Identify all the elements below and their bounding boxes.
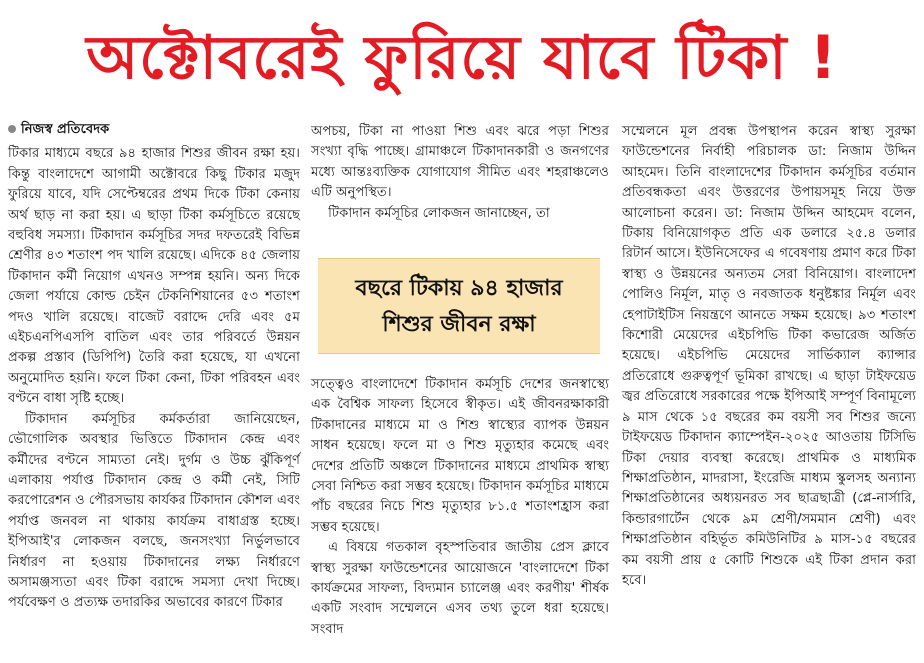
article-column-2-bottom [311,375,609,640]
pull-quote-line: বছরে টিকায় ৯৪ হাজার [355,276,563,301]
article-column-1 [8,120,300,614]
paragraph: সত্ত্বেও বাংলাদেশে টিকাদান কর্মসূচি দেশের জনস্বাস্থ্যে এক বৈশ্বিক সাফল্য হিসেবে স্বীকৃত। এই জীবনরক্ষাকারী টিকাদানের মাধ্যমে মা ও শিশু স্বাস্থ্যের ব্যাপক উন্নয়ন সাধন হয়েছে। ফলে মা ও শিশু মৃত্যুহার কমেছে এবং দেশের প্রতিটি অঞ্চলে টিকাদানের মাধ্যমে প্রাথমিক স্বাস্থ্য সেবা নিশ্চিত করা সম্ভব হয়েছে। টিকাদান কর্মসূচির মাধ্যমে পাঁচ বছরের নিচে শিশু মৃত্যুহার ৮১.৫ শতাংশহ্রাস করা সম্ভব হয়েছে। [311,377,609,535]
paragraph: অপচয়, টিকা না পাওয়া শিশু এবং ঝরে পড়া শিশুর সংখ্যা বৃদ্ধি পাচ্ছে। গ্রামাঞ্চলে টিকাদানকারী ও জনগণের মধ্যে আন্তঃব্যক্তিক যোগাযোগ সীমিত এবং শহরাঞ্চলেও এটি অনুপস্থিত। [311,124,609,201]
pull-quote-line: শিশুর জীবন রক্ষা [382,312,536,337]
pull-quote-box [318,258,600,354]
article-column-3 [622,122,916,591]
paragraph: টিকাদান কর্মসূচির কর্মকর্তারা জানিয়েছেন, ভৌগোলিক অবস্থার ভিত্তিতে টিকাদান কেন্দ্র এবং কর্মীদের বণ্টনে সাম্যতা নেই। দুর্গম ও উচ্চ ঝুঁকিপূর্ণ এলাকায় পর্যাপ্ত টিকাদান কেন্দ্র ও কর্মী নেই, সিটি করপোরেশন ও পৌরসভায় কার্যকর টিকাদান কৌশল এবং পর্যাপ্ত জনবল না থাকায় কার্যক্রম বাধাগ্রস্ত হচ্ছে। ইপিআই'র লোকজন বলছে, জনসংখ্যা নির্ভুলভাবে নির্ধারণ না হওয়ায় টিকাদানের লক্ষ্য নির্ধারণে অসামঞ্জস্যতা এবং টিকা বরাদ্দে সমস্যা দেখা দিচ্ছে। পর্যবেক্ষণ ও প্রত্যক্ষ তদারকির অভাবের কারণে টিকার [8,411,300,611]
paragraph: সম্মেলনে মূল প্রবন্ধ উপস্থাপন করেন স্বাস্থ্য সুরক্ষা ফাউন্ডেশনের নির্বাহী পরিচালক ডা: নিজাম উদ্দিন আহমেদ। তিনি বাংলাদেশের টিকাদান কর্মসূচির বর্তমান প্রতিবন্ধকতা এবং উত্তরণের উপায়সমূহ নিয়ে উক্ত আলোচনা করেন। ডা: নিজাম উদ্দিন আহমেদ বলেন, টিকায় বিনিয়োগকৃত প্রতি এক ডলারে ২৫.৪ ডলার রিটার্ন আসে। ইউনিসেফের এ গবেষণায় প্রমাণ করে টিকা স্বাস্থ্য ও উন্নয়নের অন্যতম সেরা বিনিয়োগ। বাংলাদেশ পোলিও নির্মূল, মাতৃ ও নবজাতক ধনুষ্টঙ্কার নির্মূল এবং হেপাটাইটিস নিয়ন্ত্রণে আনতে সক্ষম হয়েছে। ৯৩ শতাংশ কিশোরী মেয়েদের এইচপিভি টিকা কভারেজ অর্জিত হয়েছে। এইচপিভি মেয়েদের সার্ভিক্যাল ক্যান্সার প্রতিরোধে গুরুত্বপূর্ণ ভূমিকা রাখছে। এ ছাড়া টাইফয়েড জ্বর প্রতিরোধে সরকারের পক্ষে ইপিআই সম্পূর্ণ বিনামূল্যে ৯ মাস থেকে ১৫ বছরের কম বয়সী সব শিশুর জন্যে টাইফয়েড টিকাদান ক্যাম্পেইন-২০২৫ আওতায় টিসিভি টিকা দেয়ার ব্যবস্থা করেছে। প্রাথমিক ও মাধ্যমিক শিক্ষাপ্রতিষ্ঠান, মাদরাসা, ইংরেজি মাধ্যম স্কুলসহ অন্যান্য শিক্ষাপ্রতিষ্ঠানের অধ্যয়নরত সব ছাত্রছাত্রী (প্লে-নার্সারি, কিন্ডারগার্টেন থেকে ৯ম শ্রেণী/সমমান শ্রেণী) এবং শিক্ষাপ্রতিষ্ঠান বহির্ভূত কমিউনিটির ৯ মাস-১৫ বছরের কম বয়সী প্রায় ৫ কোটি শিশুকে এই টিকা প্রদান করা হবে। [622,124,916,588]
paragraph: টিকাদান কর্মসূচির লোকজন জানাচ্ছেন, তা [328,205,550,221]
paragraph: টিকার মাধ্যমে বছরে ৯৪ হাজার শিশুর জীবন রক্ষা হয়। কিন্তু বাংলাদেশে আগামী অক্টোবরে কিছু টিকার মজুদ ফুরিয়ে যাবে, যদি সেপ্টেম্বরের প্রথম দিকে টিকা কেনায় অর্থ ছাড় না করা হয়। এ ছাড়া টিকা কর্মসূচিতে রয়েছে বহুবিধ সমস্যা। টিকাদান কর্মসূচির সদর দফতরেই বিভিন্ন শ্রেণীর ৪৩ শতাংশ পদ খালি রয়েছে। এদিকে ৪৫ জেলায় টিকাদান কর্মী নিয়োগ এখনও সম্পন্ন হয়নি। অন্য দিকে জেলা পর্যায়ে কোল্ড চেইন টেকনিশিয়ানের ৫৩ শতাংশ পদও খালি রয়েছে। বাজেট বরাদ্দে দেরি এবং ৫ম এইচএনপিএসপি বাতিল এবং তার পরিবর্তে উন্নয়ন প্রকল্প প্রস্তাব (ডিপিপি) তৈরি করা হয়েছে, যা এখনো অনুমোদিত হয়নি। ফলে টিকা কেনা, টিকা পরিবহন এবং বণ্টনে বাধা সৃষ্টি হচ্ছে। [8,146,300,407]
byline [8,120,300,140]
byline-text: নিজস্ব প্রতিবেদক [21,122,110,137]
paragraph: এ বিষয়ে গতকাল বৃহস্পতিবার জাতীয় প্রেস ক্লাবে স্বাস্থ্য সুরক্ষা ফাউন্ডেশনের আয়োজনে 'বাংলাদেশে টিকা কার্যক্রমের সাফল্য, বিদ্যমান চ্যালেঞ্জ এবং করণীয়' শীর্ষক একটি সংবাদ সম্মেলনে এসব তথ্য তুলে ধরা হয়েছে। সংবাদ [311,540,609,637]
bullet-icon [8,125,16,133]
article-column-2-top [311,122,609,224]
headline: অক্টোবরেই ফুরিয়ে যাবে টিকা ! [86,23,838,93]
